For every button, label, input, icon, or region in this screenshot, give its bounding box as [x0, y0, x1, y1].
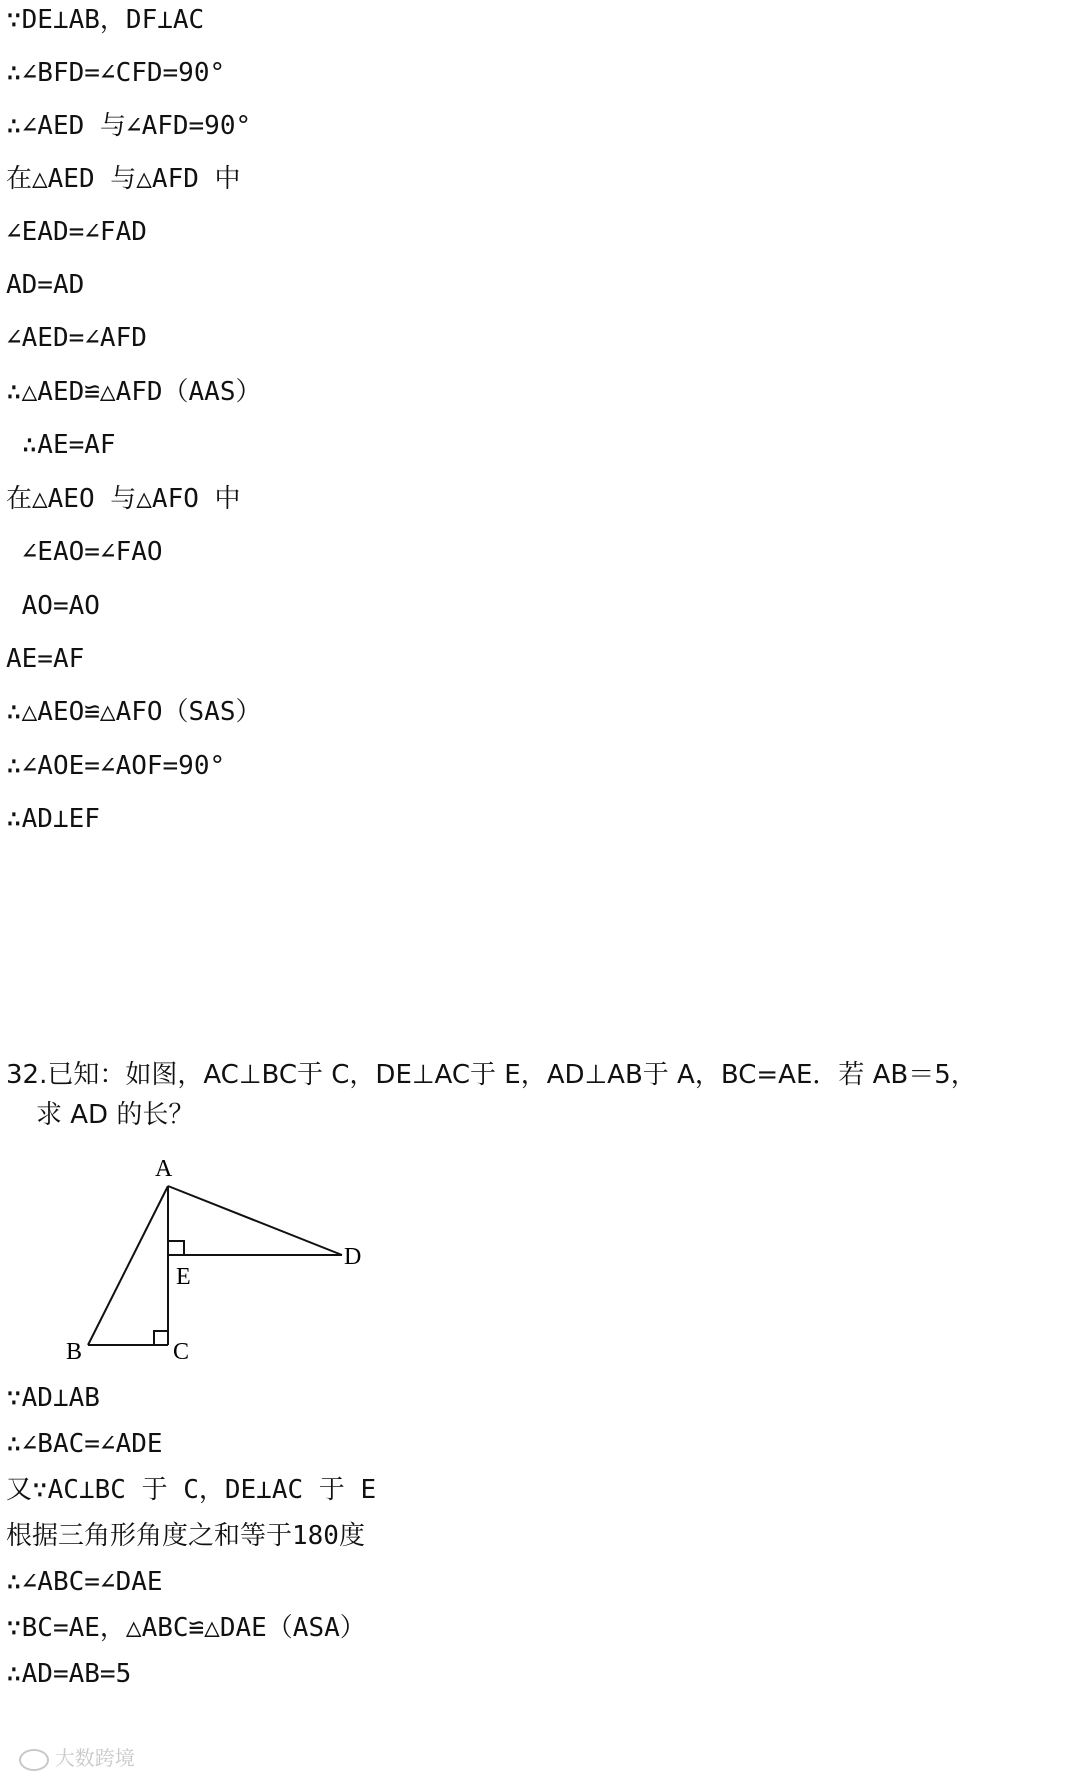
- proof-1-line: ∴∠AED 与∠AFD=90°: [6, 111, 252, 141]
- proof-1-line: ∠EAO=∠FAO: [6, 537, 163, 567]
- proof-1-line: AD=AD: [6, 270, 85, 300]
- geometry-figure: [0, 1140, 420, 1380]
- proof-1-line: ∴AD⊥EF: [6, 804, 100, 834]
- watermark-logo-icon: [19, 1749, 49, 1771]
- label-a: A: [155, 1156, 173, 1182]
- problem-32-statement: [6, 1055, 1066, 1135]
- label-b: B: [66, 1339, 83, 1365]
- proof-1-line: AE=AF: [6, 644, 85, 674]
- proof-1-line: AO=AO: [6, 591, 100, 621]
- label-d: D: [344, 1244, 362, 1270]
- proof-1-line: 在△AEO 与△AFO 中: [6, 484, 241, 514]
- problem-line-1: 32.已知：如图，AC⊥BC于 C，DE⊥AC于 E，AD⊥AB于 A，BC=AE．若 AB＝5，: [6, 1060, 977, 1090]
- proof-1-line: ∴△AED≌△AFD（AAS）: [6, 377, 262, 407]
- proof-2-line: ∵BC=AE，△ABC≌△DAE（ASA）: [6, 1613, 366, 1643]
- proof-2-line: 根据三角形角度之和等于180度: [6, 1521, 365, 1551]
- problem-line-2: 求 AD 的长？: [36, 1100, 195, 1130]
- segment-ab: [88, 1186, 168, 1345]
- proof-2-line: ∴AD=AB=5: [6, 1659, 132, 1689]
- proof-1-line: ∴AE=AF: [6, 430, 116, 460]
- proof-1-line: 在△AED 与△AFD 中: [6, 164, 241, 194]
- proof-2-line: 又∵AC⊥BC 于 C，DE⊥AC 于 E: [6, 1475, 377, 1505]
- watermark: [6, 1718, 135, 1771]
- segment-ad: [168, 1186, 342, 1255]
- right-angle-mark-e: [168, 1241, 184, 1255]
- proof-2-line: ∴∠BAC=∠ADE: [6, 1429, 163, 1459]
- proof-2-line: ∵AD⊥AB: [6, 1383, 100, 1413]
- proof-2-line: ∴∠ABC=∠DAE: [6, 1567, 163, 1597]
- proof-1-line: ∠AED=∠AFD: [6, 323, 147, 353]
- label-c: C: [173, 1339, 190, 1365]
- label-e: E: [176, 1264, 191, 1290]
- watermark-text: 大数跨境: [54, 1746, 135, 1770]
- proof-1-line: ∵DE⊥AB，DF⊥AC: [6, 5, 205, 35]
- proof-1-line: ∴△AEO≌△AFO（SAS）: [6, 697, 262, 727]
- proof-1-line: ∴∠BFD=∠CFD=90°: [6, 58, 226, 88]
- right-angle-mark-c: [154, 1331, 168, 1345]
- proof-1-line: ∠EAD=∠FAD: [6, 217, 147, 247]
- proof-1-line: ∴∠AOE=∠AOF=90°: [6, 751, 226, 781]
